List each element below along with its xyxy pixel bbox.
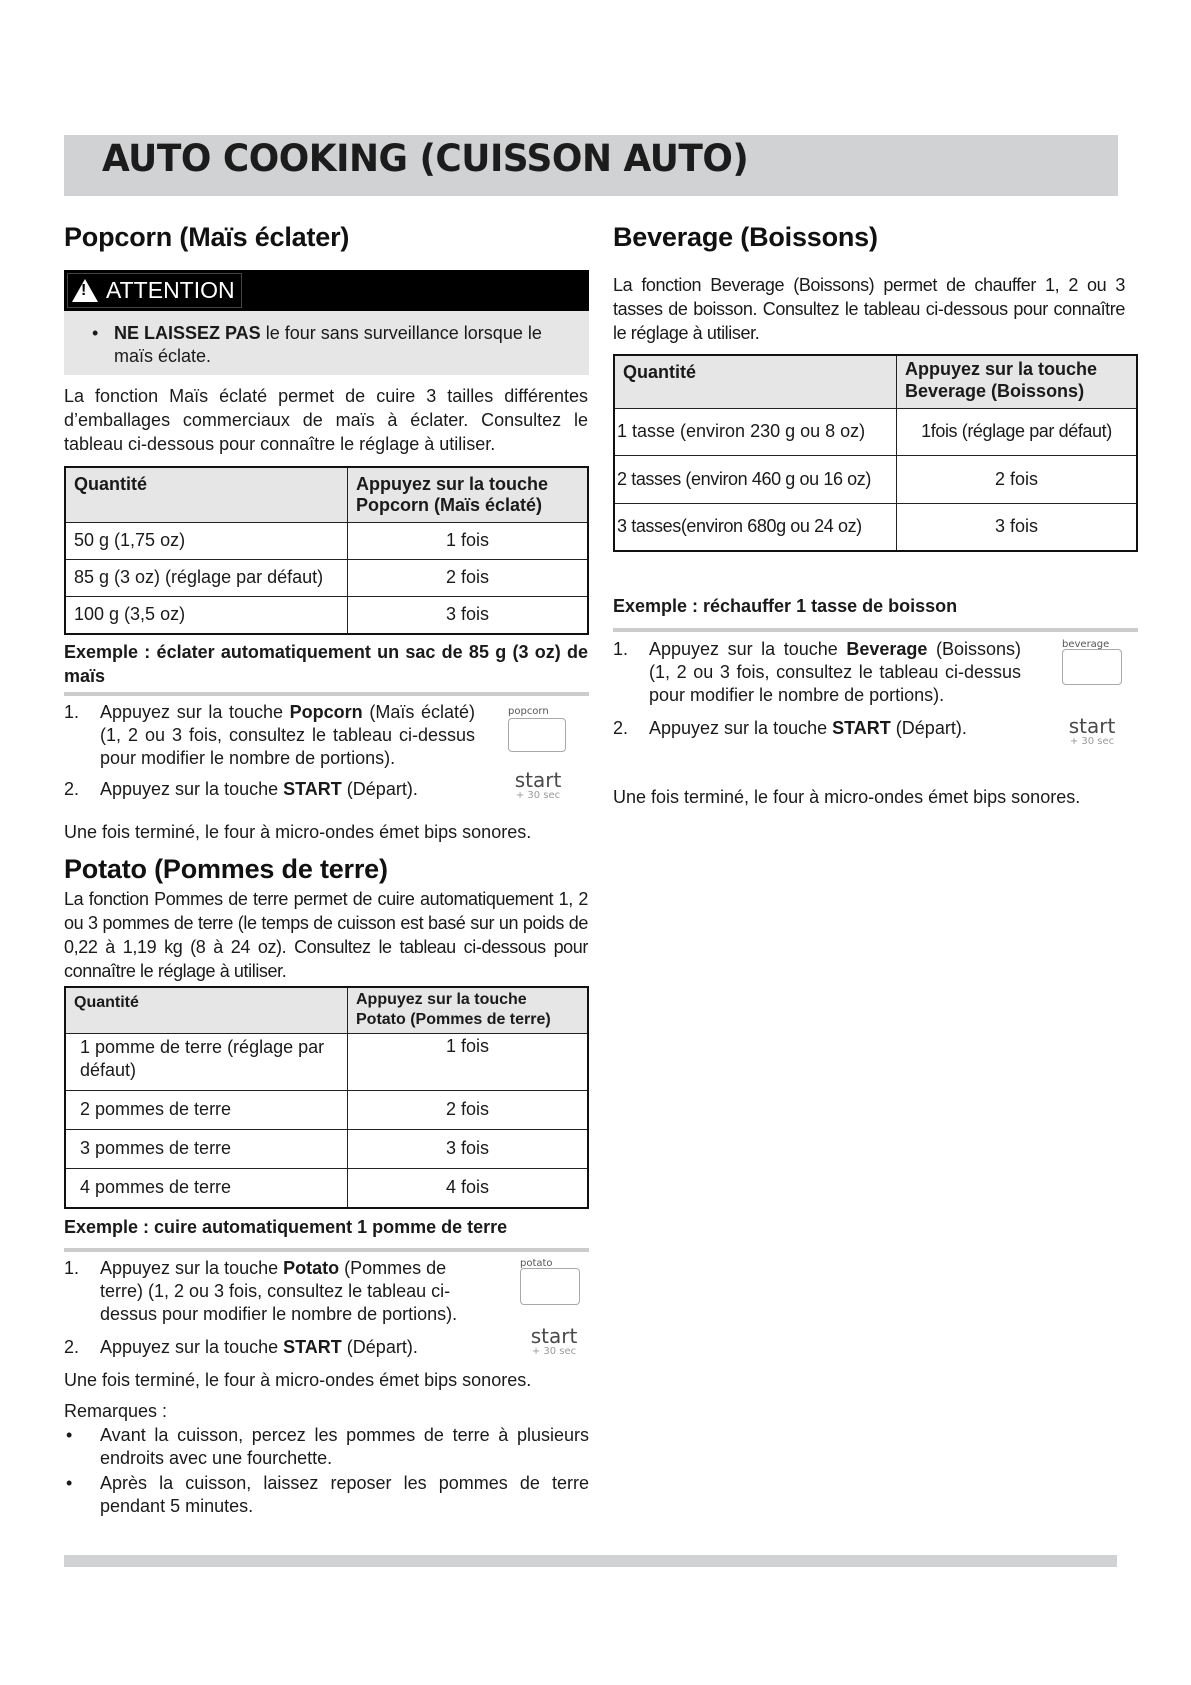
step-text [100, 701, 475, 770]
attention-text [114, 322, 579, 368]
table-cell: 3 pommes de terre [65, 1129, 348, 1168]
remark-text: Après la cuisson, laissez reposer les pommes de terre pendant 5 minutes. [100, 1473, 589, 1516]
table-cell: 2 fois [897, 455, 1138, 503]
table-cell: 3 fois [348, 596, 589, 634]
table-cell: 50 g (1,75 oz) [65, 522, 348, 559]
potato-remark-1 [64, 1424, 589, 1472]
table-cell: 2 fois [348, 1090, 589, 1129]
step-key: START [832, 718, 891, 738]
table-cell: 2 pommes de terre [65, 1090, 348, 1129]
table-cell: 4 pommes de terre [65, 1168, 348, 1208]
start-sublabel: + 30 sec [1069, 736, 1115, 747]
step-number: 1. [64, 702, 80, 722]
start-label: start [514, 768, 562, 792]
step-pre: Appuyez sur la touche [100, 1337, 284, 1357]
table-header-row [65, 467, 588, 522]
table-header-cell: Appuyez sur la touche Popcorn (Maïs éclaté) [348, 467, 589, 522]
step-pre: Appuyez sur la touche [100, 1258, 284, 1278]
potato-remarks-title: Remarques : [64, 1401, 168, 1421]
start-label: start [1068, 714, 1116, 738]
potato-step-2 [64, 1336, 484, 1360]
popcorn-table [64, 466, 589, 635]
page-title-bar [64, 135, 1118, 196]
table-row [614, 408, 1137, 455]
key-label: popcorn [508, 706, 549, 717]
step-text [649, 717, 1021, 740]
step-number: 2. [613, 718, 629, 738]
potato-step-1 [64, 1257, 484, 1327]
table-header-row [614, 355, 1137, 408]
step-number: 1. [64, 1258, 80, 1278]
popcorn-step-2 [64, 778, 474, 802]
table-header-row [65, 987, 588, 1033]
beverage-step-2 [613, 717, 1023, 741]
bullet: • [92, 323, 99, 343]
step-post: (Départ). [890, 718, 967, 738]
step-number: 2. [64, 1337, 80, 1357]
table-header-cell: Quantité [65, 987, 348, 1033]
step-number: 1. [613, 639, 629, 659]
table-cell: 1 tasse (environ 230 g ou 8 oz) [614, 408, 897, 455]
popcorn-intro: La fonction Maïs éclaté permet de cuire 3 tailles différentes d’emballages commerciaux de maïs à éclater. Consultez le tableau ci-dessous pour connaître le réglage à utiliser. [64, 386, 588, 454]
popcorn-start-button[interactable] [510, 770, 566, 802]
table-cell: 3 fois [348, 1129, 589, 1168]
table-row [65, 559, 588, 596]
key-outline [520, 1268, 580, 1305]
step-post: (Pommes de terre) (1, 2 ou 3 fois, consultez le tableau ci-dessus pour modifier le nombre de portions). [100, 1258, 458, 1324]
table-row [65, 1168, 588, 1208]
table-cell: 1 pomme de terre (réglage par défaut) [65, 1033, 348, 1090]
table-row [614, 455, 1137, 503]
table-cell: 3 fois [897, 503, 1138, 551]
step-key: Potato [283, 1258, 340, 1278]
step-number: 2. [64, 779, 80, 799]
table-cell: 1 fois [348, 1033, 589, 1090]
popcorn-step-1 [64, 701, 474, 771]
step-pre: Appuyez sur la touche [100, 779, 284, 799]
beverage-done: Une fois terminé, le four à micro-ondes émet bips sonores. [613, 787, 1081, 807]
potato-key-button[interactable] [520, 1258, 582, 1304]
bullet: • [66, 1473, 73, 1493]
divider [64, 1248, 589, 1252]
potato-heading: Potato (Pommes de terre) [64, 854, 388, 884]
beverage-intro: La fonction Beverage (Boissons) permet de chauffer 1, 2 ou 3 tasses de boisson. Consultez le tableau ci-dessous pour connaître le réglage à utiliser. [613, 275, 1125, 343]
step-post: (Maïs éclaté) (1, 2 ou 3 fois, consultez le tableau ci-dessus pour modifier le nombre de portions). [100, 702, 475, 768]
attention-label: ATTENTION [106, 277, 235, 303]
page-title: AUTO COOKING (CUISSON AUTO) [102, 137, 749, 180]
table-header-cell: Quantité [614, 355, 897, 408]
bullet: • [66, 1425, 73, 1445]
step-post: (Boissons) (1, 2 ou 3 fois, consultez le tableau ci-dessus pour modifier le nombre de portions). [649, 639, 1021, 705]
attention-body [64, 311, 589, 375]
table-cell: 2 fois [348, 559, 589, 596]
table-cell: 4 fois [348, 1168, 589, 1208]
step-post: (Départ). [341, 1337, 418, 1357]
table-cell: 3 tasses(environ 680g ou 24 oz) [614, 503, 897, 551]
popcorn-heading: Popcorn (Maïs éclater) [64, 222, 350, 252]
footer-bar [64, 1555, 1117, 1567]
potato-start-button[interactable] [526, 1326, 582, 1358]
beverage-example: Exemple : réchauffer 1 tasse de boisson [613, 596, 958, 616]
table-row [65, 1090, 588, 1129]
popcorn-done: Une fois terminé, le four à micro-ondes émet bips sonores. [64, 822, 532, 842]
divider [64, 692, 589, 696]
potato-done: Une fois terminé, le four à micro-ondes émet bips sonores. [64, 1370, 532, 1390]
start-label: start [530, 1324, 578, 1348]
step-text [100, 1336, 485, 1359]
table-cell: 1 fois [348, 522, 589, 559]
step-pre: Appuyez sur la touche [649, 718, 833, 738]
table-header-cell: Quantité [65, 467, 348, 522]
step-text [100, 778, 475, 801]
attention-badge [67, 273, 242, 308]
attention-bold: NE LAISSEZ PAS [114, 323, 261, 343]
popcorn-example: Exemple : éclater automatiquement un sac de 85 g (3 oz) de maïs [64, 642, 588, 686]
step-key: START [283, 779, 342, 799]
beverage-start-button[interactable] [1064, 716, 1120, 748]
beverage-heading: Beverage (Boissons) [613, 222, 878, 252]
start-sublabel: + 30 sec [515, 790, 561, 801]
popcorn-key-button[interactable] [508, 706, 568, 752]
step-key: Beverage [846, 639, 928, 659]
key-label: beverage [1062, 639, 1110, 650]
step-pre: Appuyez sur la touche [649, 639, 847, 659]
step-text [100, 1257, 485, 1326]
remark-text: Avant la cuisson, percez les pommes de terre à plusieurs endroits avec une fourchette. [100, 1425, 589, 1468]
beverage-key-button[interactable] [1062, 639, 1124, 687]
table-cell: 85 g (3 oz) (réglage par défaut) [65, 559, 348, 596]
potato-remark-2 [64, 1472, 589, 1520]
step-text [649, 638, 1021, 707]
key-outline [1062, 649, 1122, 685]
step-key: Popcorn [289, 702, 363, 722]
potato-intro: La fonction Pommes de terre permet de cuire automatiquement 1, 2 ou 3 pommes de terre (le temps de cuisson est basé sur un poids de 0,22 à 1,19 kg (8 à 24 oz). Consultez le tableau ci-dessous pour connaître le réglage à utiliser. [64, 889, 588, 981]
step-post: (Départ). [341, 779, 418, 799]
key-outline [508, 718, 566, 752]
step-key: START [283, 1337, 342, 1357]
table-cell: 1fois (réglage par défaut) [897, 408, 1138, 455]
table-cell: 2 tasses (environ 460 g ou 16 oz) [614, 455, 897, 503]
warning-triangle-icon [72, 279, 98, 302]
table-row [65, 1033, 588, 1090]
table-row [65, 1129, 588, 1168]
step-pre: Appuyez sur la touche [100, 702, 290, 722]
potato-example: Exemple : cuire automatiquement 1 pomme de terre [64, 1217, 508, 1237]
table-header-cell: Appuyez sur la touche Potato (Pommes de terre) [348, 987, 589, 1033]
table-row [65, 522, 588, 559]
beverage-step-1 [613, 638, 1023, 708]
attention-rest: le four sans surveillance lorsque le maïs éclate. [114, 323, 542, 366]
table-row [65, 596, 588, 634]
table-cell: 100 g (3,5 oz) [65, 596, 348, 634]
key-label: potato [520, 1258, 553, 1269]
divider [613, 628, 1138, 632]
attention-banner [64, 270, 589, 311]
start-sublabel: + 30 sec [531, 1346, 577, 1357]
beverage-table [613, 354, 1138, 552]
potato-table [64, 986, 589, 1209]
table-header-cell: Appuyez sur la touche Beverage (Boissons) [897, 355, 1138, 408]
table-row [614, 503, 1137, 551]
